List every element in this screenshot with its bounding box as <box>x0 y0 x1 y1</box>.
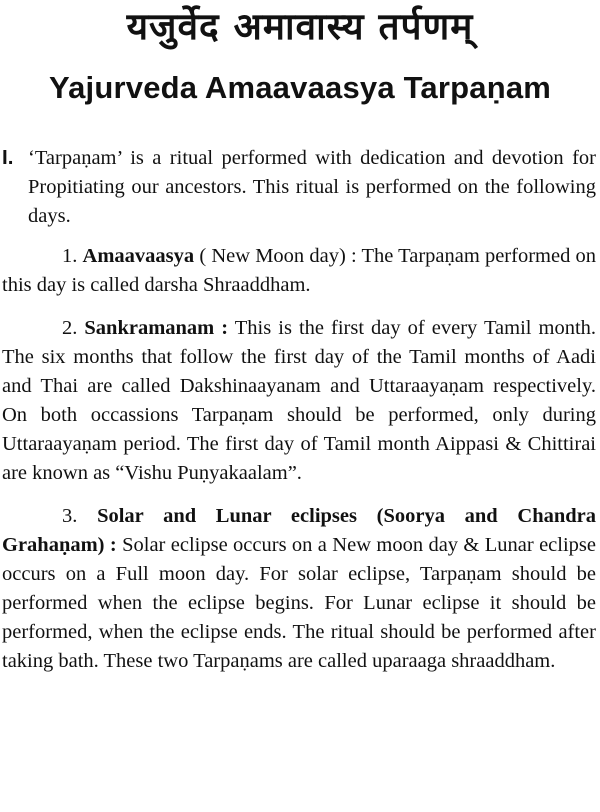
section-numeral: I. <box>2 146 14 169</box>
item-text: ( New Moon day) : The Tarpaṇam performed on this day is called darsha Shraaddham. <box>2 245 596 296</box>
item-number: 2. <box>62 317 78 339</box>
english-title: Yajurveda Amaavaasya Tarpaṇam <box>48 70 552 105</box>
intro-paragraph <box>2 143 596 231</box>
intro-text: ‘Tarpaṇam’ is a ritual performed with dedication and devotion for Propitiating our ancestors. This ritual is performed on the following days. <box>28 147 596 227</box>
item-number: 1. <box>62 245 78 267</box>
item-heading: Amaavaasya <box>82 245 195 267</box>
hindi-title: यजुर्वेद अमावास्य तर्पणम् <box>126 5 474 48</box>
document-body <box>2 143 596 676</box>
item-heading: Solar and Lunar eclipses (Soorya and Chandra Grahaṇam) : <box>2 505 596 556</box>
item-text: This is the first day of every Tamil month. The six months that follow the first day of the Tamil months of Aadi and Thai are called Dakshinaayanam and Uttaraayaṇam respectively. On both occassions Tarpaṇam should be performed, only during Uttaraayaṇam period. The first day of Tamil month Aippasi & Chittirai are known as “Vishu Puṇyakaalam”. <box>2 317 597 484</box>
list-item-amaavaasya <box>2 242 596 300</box>
list-item-sankramanam <box>2 314 596 488</box>
list-item-eclipses <box>2 502 596 676</box>
item-text: Solar eclipse occurs on a New moon day & Lunar eclipse occurs on a Full moon day. For solar eclipse, Tarpaṇam should be performed when the eclipse begins. For Lunar eclipse it should be performed, when the eclipse ends. The ritual should be performed after taking bath. These two Tarpaṇams are called uparaaga shraaddham. <box>2 534 597 672</box>
item-heading: Sankramanam : <box>84 317 229 339</box>
item-number: 3. <box>62 505 78 527</box>
